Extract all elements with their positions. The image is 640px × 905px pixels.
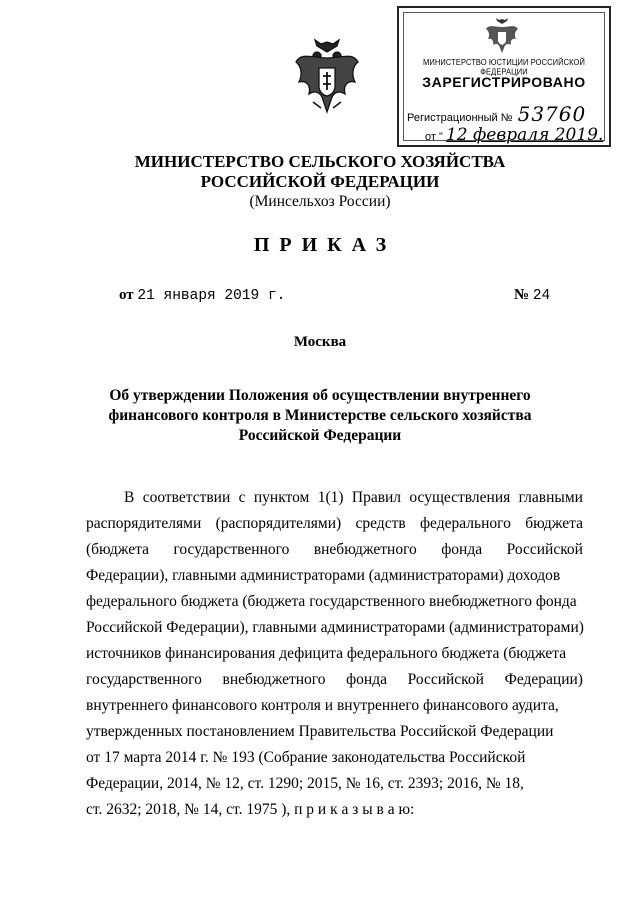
order-number-prefix: №	[514, 287, 530, 303]
body-word: Российской	[506, 541, 583, 558]
body-word: 1(1)	[317, 489, 344, 506]
registration-stamp	[397, 6, 611, 147]
body-line	[86, 541, 583, 567]
stamp-reg-label: Регистрационный №	[407, 112, 513, 124]
body-line: федерального бюджета (бюджета государственного внебюджетного фонда	[86, 593, 577, 610]
order-number	[514, 287, 550, 304]
stamp-date-line	[425, 125, 603, 145]
body-line: Федерации), главными администраторами (администраторами) доходов	[86, 567, 561, 584]
body-word: государственного	[86, 671, 202, 688]
body-line: Федерации, 2014, № 12, ст. 1290; 2015, № 16, ст. 2393; 2016, № 18,	[86, 775, 524, 792]
double-headed-eagle-icon	[485, 18, 519, 54]
body-line: ст. 2632; 2018, № 14, ст. 1975 ), п р и к а з ы в а ю:	[86, 801, 415, 818]
coat-of-arms-icon	[293, 38, 361, 118]
document-type: ПРИКАЗ	[253, 234, 397, 256]
title-line: Российской Федерации	[238, 427, 402, 444]
body-line: внутреннего финансового контроля и внутреннего финансового аудита,	[86, 697, 559, 714]
body-line: источников финансирования дефицита федерального бюджета (бюджета	[86, 645, 567, 662]
body-line	[86, 515, 583, 541]
order-date	[119, 287, 285, 304]
body-line	[86, 489, 583, 515]
ministry-line-1: МИНИСТЕРСТВО СЕЛЬСКОГО ХОЗЯЙСТВА	[134, 152, 506, 171]
body-word: распорядителями	[86, 515, 202, 532]
body-word: внебюджетного	[222, 671, 326, 688]
city: Москва	[293, 334, 347, 350]
body-word: внебюджетного	[313, 541, 417, 558]
body-word: государственного	[173, 541, 290, 558]
body-word: с	[238, 489, 246, 506]
body-word: (бюджета	[86, 541, 149, 558]
body-word: пунктом	[253, 489, 310, 506]
ministry-name	[0, 152, 640, 192]
body-word: средств	[355, 515, 406, 532]
body-word: фонда	[346, 671, 387, 688]
body-line	[86, 671, 583, 697]
body-line: от 17 марта 2014 г. № 193 (Собрание законодательства Российской	[86, 749, 526, 766]
body-word: Правил	[351, 489, 402, 506]
order-number-value: 24	[532, 288, 551, 304]
stamp-registration-line	[407, 102, 586, 126]
body-word: федерального	[420, 515, 511, 532]
body-word: Российской	[407, 671, 484, 688]
title-line: Об утверждении Положения об осуществлении внутреннего	[109, 387, 531, 404]
order-title	[0, 386, 640, 446]
stamp-registered-label: ЗАРЕГИСТРИРОВАНО	[422, 74, 586, 90]
body-line: Российской Федерации), главными администраторами (администраторами)	[86, 619, 584, 636]
body-word: осуществления	[409, 489, 511, 506]
stamp-reg-number: 53760	[517, 102, 587, 126]
body-word: бюджета	[525, 515, 583, 532]
order-date-prefix: от	[119, 287, 134, 303]
body-word: (распорядителями)	[215, 515, 342, 532]
title-line: финансового контроля в Министерстве сельского хозяйства	[108, 407, 532, 424]
stamp-date-value: 12 февраля 2019.	[445, 125, 604, 145]
body-word: соответствии	[142, 489, 231, 506]
ministry-line-2: РОССИЙСКОЙ ФЕДЕРАЦИИ	[200, 172, 440, 191]
stamp-date-prefix: от "	[425, 131, 443, 143]
body-line: утвержденных постановлением Правительства Российской Федерации	[86, 723, 554, 740]
body-word: фонда	[441, 541, 483, 558]
order-date-value: 21 января 2019 г.	[137, 288, 286, 304]
body-word: Федерации)	[504, 671, 583, 688]
stamp-ministry-name: МИНИСТЕРСТВО ЮСТИЦИИ РОССИЙСКОЙ ФЕДЕРАЦИИ	[423, 57, 585, 77]
body-word: главными	[518, 489, 583, 506]
ministry-abbreviation: (Минсельхоз России)	[249, 193, 391, 210]
body-word: В	[124, 489, 135, 506]
